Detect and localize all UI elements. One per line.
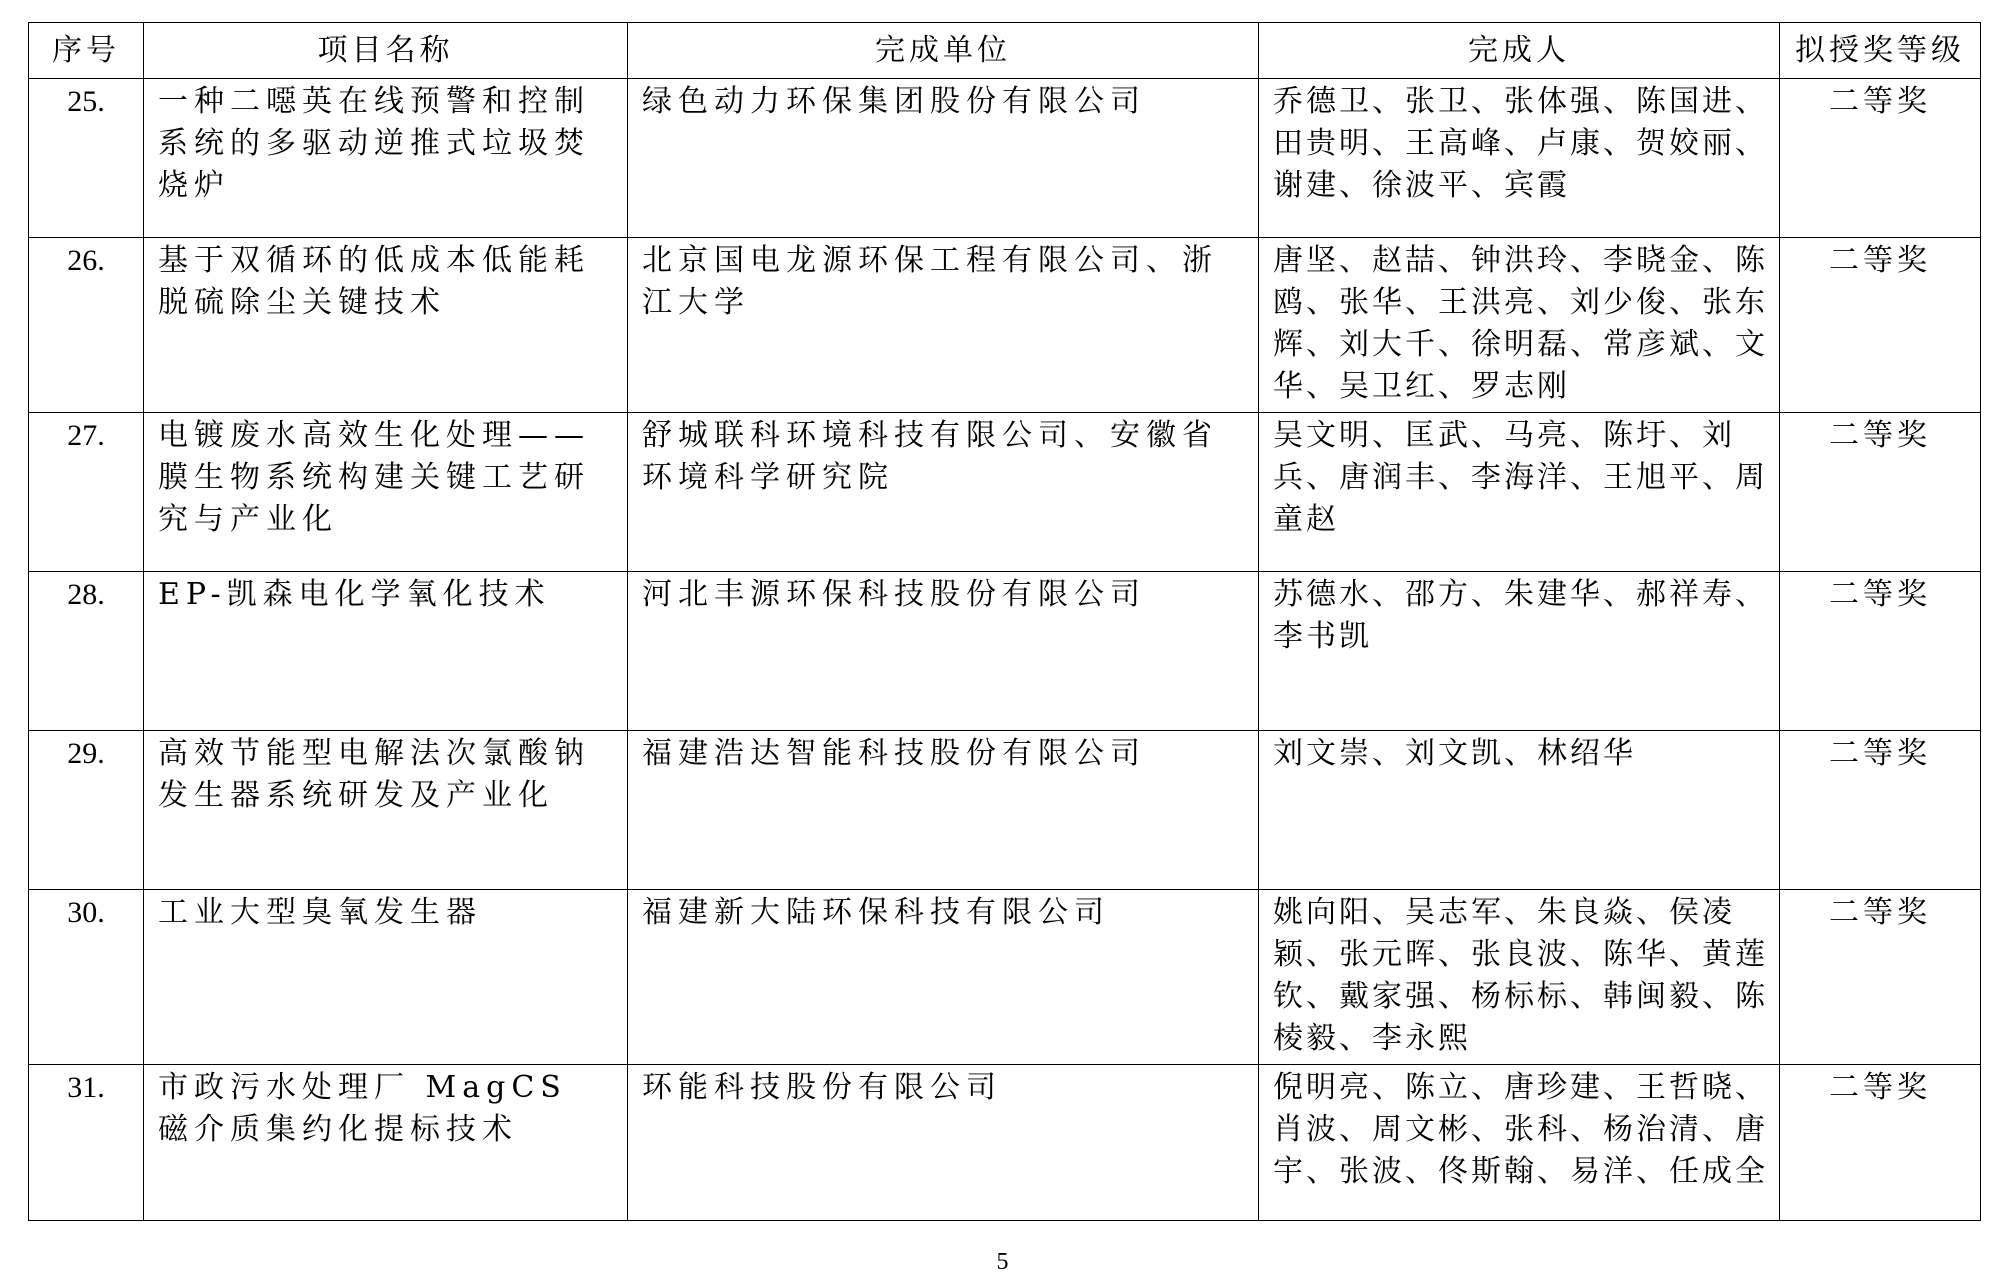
row-project-name: 基于双循环的低成本低能耗脱硫除尘关键技术 xyxy=(144,238,628,413)
header-award-level: 拟授奖等级 xyxy=(1780,23,1981,79)
row-completing-persons: 刘文崇、刘文凯、林绍华 xyxy=(1259,731,1780,890)
row-serial-number: 29. xyxy=(29,731,144,890)
row-project-name: 高效节能型电解法次氯酸钠发生器系统研发及产业化 xyxy=(144,731,628,890)
row-project-name: 工业大型臭氧发生器 xyxy=(144,890,628,1065)
table-row xyxy=(29,731,1981,890)
row-completing-unit: 河北丰源环保科技股份有限公司 xyxy=(628,572,1259,731)
row-project-name: 市政污水处理厂 MagCS 磁介质集约化提标技术 xyxy=(144,1065,628,1221)
table-row xyxy=(29,79,1981,238)
header-completing-persons: 完成人 xyxy=(1259,23,1780,79)
row-award-level: 二等奖 xyxy=(1780,890,1981,1065)
row-award-level: 二等奖 xyxy=(1780,731,1981,890)
row-completing-unit: 福建浩达智能科技股份有限公司 xyxy=(628,731,1259,890)
table-row xyxy=(29,572,1981,731)
row-completing-persons: 倪明亮、陈立、唐珍建、王哲晓、肖波、周文彬、张科、杨治清、唐宇、张波、佟斯翰、易洋、任成全 xyxy=(1259,1065,1780,1221)
row-completing-persons: 吴文明、匡武、马亮、陈圩、刘兵、唐润丰、李海洋、王旭平、周童赵 xyxy=(1259,413,1780,572)
row-award-level: 二等奖 xyxy=(1780,1065,1981,1221)
row-serial-number: 27. xyxy=(29,413,144,572)
table-row xyxy=(29,238,1981,413)
row-project-name: 电镀废水高效生化处理——膜生物系统构建关键工艺研究与产业化 xyxy=(144,413,628,572)
row-award-level: 二等奖 xyxy=(1780,413,1981,572)
row-completing-persons: 姚向阳、吴志军、朱良焱、侯凌颖、张元晖、张良波、陈华、黄莲钦、戴家强、杨标标、韩闽毅、陈棱毅、李永熙 xyxy=(1259,890,1780,1065)
row-award-level: 二等奖 xyxy=(1780,572,1981,731)
row-completing-unit: 舒城联科环境科技有限公司、安徽省环境科学研究院 xyxy=(628,413,1259,572)
header-project-name: 项目名称 xyxy=(144,23,628,79)
row-completing-persons: 苏德水、邵方、朱建华、郝祥寿、李书凯 xyxy=(1259,572,1780,731)
table-row xyxy=(29,413,1981,572)
row-serial-number: 28. xyxy=(29,572,144,731)
table-header-row xyxy=(29,23,1981,79)
table-row xyxy=(29,890,1981,1065)
row-serial-number: 30. xyxy=(29,890,144,1065)
row-project-name: 一种二噁英在线预警和控制系统的多驱动逆推式垃圾焚烧炉 xyxy=(144,79,628,238)
award-table-container xyxy=(28,22,1981,1221)
row-completing-unit: 北京国电龙源环保工程有限公司、浙江大学 xyxy=(628,238,1259,413)
award-table xyxy=(28,22,1981,1221)
row-completing-unit: 福建新大陆环保科技有限公司 xyxy=(628,890,1259,1065)
page-number: 5 xyxy=(996,1249,1009,1275)
row-award-level: 二等奖 xyxy=(1780,79,1981,238)
row-completing-unit: 绿色动力环保集团股份有限公司 xyxy=(628,79,1259,238)
header-serial-number: 序号 xyxy=(29,23,144,79)
row-serial-number: 31. xyxy=(29,1065,144,1221)
row-project-name: EP-凯森电化学氧化技术 xyxy=(144,572,628,731)
table-row xyxy=(29,1065,1981,1221)
row-completing-persons: 乔德卫、张卫、张体强、陈国进、田贵明、王高峰、卢康、贺姣丽、谢建、徐波平、宾霞 xyxy=(1259,79,1780,238)
header-completing-unit: 完成单位 xyxy=(628,23,1259,79)
row-completing-unit: 环能科技股份有限公司 xyxy=(628,1065,1259,1221)
row-award-level: 二等奖 xyxy=(1780,238,1981,413)
row-completing-persons: 唐坚、赵喆、钟洪玲、李晓金、陈鸥、张华、王洪亮、刘少俊、张东辉、刘大千、徐明磊、常彦斌、文华、吴卫红、罗志刚 xyxy=(1259,238,1780,413)
row-serial-number: 25. xyxy=(29,79,144,238)
row-serial-number: 26. xyxy=(29,238,144,413)
